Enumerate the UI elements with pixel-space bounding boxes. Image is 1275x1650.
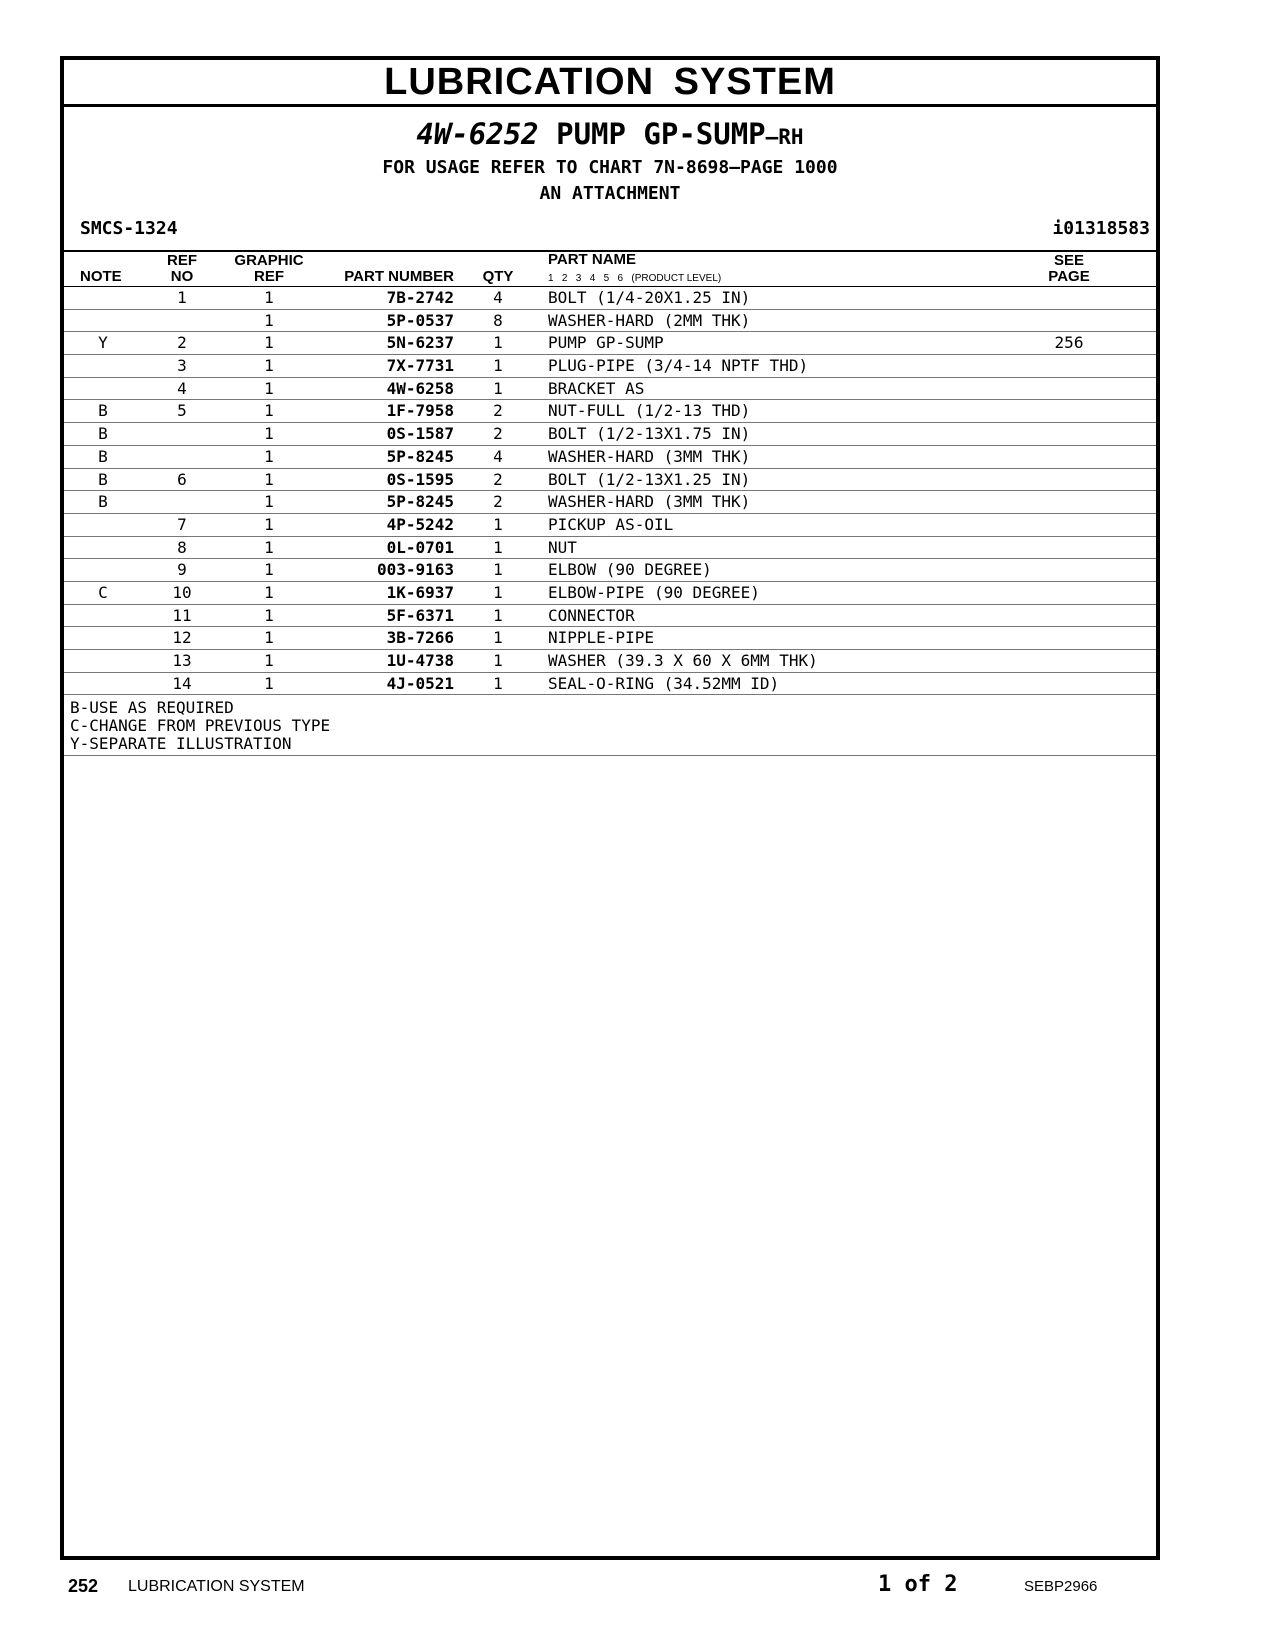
table-row [64, 400, 1156, 423]
row-part-name: SEAL-O-RING (34.52MM ID) [548, 673, 780, 693]
parts-table [64, 287, 1156, 695]
col-part-number: PART NUMBER [344, 268, 454, 285]
row-part-number: 7X-7731 [386, 356, 454, 376]
row-qty: 4 [493, 446, 503, 466]
page-footer [0, 1568, 1275, 1608]
group-heading [64, 117, 1156, 151]
row-graphic-ref: 1 [264, 446, 274, 466]
row-part-number: 3B-7266 [386, 628, 454, 648]
col-note: NOTE [80, 268, 122, 285]
row-qty: 2 [493, 401, 503, 421]
row-part-number: 1K-6937 [386, 582, 454, 602]
col-graphic-top: GRAPHIC [234, 252, 304, 269]
table-row [64, 491, 1156, 514]
title-band [64, 60, 1156, 107]
row-note: B [98, 469, 108, 489]
col-qty: QTY [482, 268, 514, 285]
row-ref-no: 5 [177, 401, 187, 421]
row-part-name: CONNECTOR [548, 605, 635, 625]
row-part-name: BOLT (1/4-20X1.25 IN) [548, 288, 751, 307]
row-part-number: 0S-1595 [386, 469, 454, 489]
row-ref-no: 9 [177, 560, 187, 580]
row-ref-no: 13 [172, 651, 192, 670]
parts-page-frame [60, 56, 1160, 1560]
row-ref-no: 8 [177, 537, 187, 557]
row-ref-no: 14 [172, 673, 192, 693]
row-graphic-ref: 1 [264, 333, 274, 353]
row-part-name: WASHER-HARD (3MM THK) [548, 492, 751, 512]
row-part-name: NUT-FULL (1/2-13 THD) [548, 401, 751, 421]
row-part-number: 4W-6258 [386, 378, 454, 398]
row-part-name: WASHER-HARD (2MM THK) [548, 310, 751, 330]
table-row [64, 582, 1156, 605]
row-part-number: 1U-4738 [386, 651, 454, 670]
row-qty: 1 [493, 605, 503, 625]
row-part-name: BRACKET AS [548, 378, 645, 398]
row-part-number: 003-9163 [376, 560, 454, 580]
table-row [64, 514, 1156, 537]
row-note: B [98, 446, 108, 466]
group-part-name: PUMP GP-SUMP [556, 117, 766, 151]
row-part-name: WASHER-HARD (3MM THK) [548, 446, 751, 466]
row-qty: 1 [493, 333, 503, 353]
note-line: C-CHANGE FROM PREVIOUS TYPE [70, 716, 331, 736]
row-qty: 1 [493, 582, 503, 602]
row-graphic-ref: 1 [264, 628, 274, 648]
col-part-name: PART NAME [548, 251, 637, 268]
smcs-code: SMCS-1324 [80, 218, 178, 239]
row-part-number: 5F-6371 [386, 605, 454, 625]
row-part-name: BOLT (1/2-13X1.75 IN) [548, 424, 751, 444]
row-qty: 1 [493, 356, 503, 376]
group-part-suffix: —RH [765, 125, 804, 149]
table-row [64, 423, 1156, 446]
row-graphic-ref: 1 [264, 469, 274, 489]
attachment-label: AN ATTACHMENT [539, 183, 681, 204]
table-row [64, 355, 1156, 378]
row-part-name: PICKUP AS-OIL [548, 514, 674, 534]
col-graphic-bottom: REF [254, 268, 284, 285]
table-row [64, 287, 1156, 310]
row-graphic-ref: 1 [264, 560, 274, 580]
row-part-name: PLUG-PIPE (3/4-14 NPTF THD) [548, 356, 809, 376]
row-qty: 4 [493, 288, 503, 307]
row-graphic-ref: 1 [264, 356, 274, 376]
table-row [64, 332, 1156, 355]
row-part-number: 0L-0701 [386, 537, 454, 557]
row-part-name: NIPPLE-PIPE [548, 628, 654, 648]
row-note: C [98, 582, 108, 602]
row-ref-no: 4 [177, 378, 187, 398]
row-part-number: 4P-5242 [386, 514, 454, 534]
table-row [64, 310, 1156, 333]
row-note: B [98, 401, 108, 421]
table-header [64, 252, 1156, 287]
table-row [64, 650, 1156, 673]
page-title: LUBRICATION SYSTEM [384, 60, 836, 103]
row-note: B [98, 424, 108, 444]
note-line: B-USE AS REQUIRED [70, 698, 234, 718]
row-part-name: BOLT (1/2-13X1.25 IN) [548, 469, 751, 489]
notes-legend [64, 695, 1156, 756]
row-part-number: 5P-8245 [386, 492, 454, 512]
row-part-number: 0S-1587 [386, 424, 454, 444]
row-part-name: PUMP GP-SUMP [548, 333, 664, 353]
row-ref-no: 6 [177, 469, 187, 489]
row-part-name: NUT [548, 537, 577, 557]
row-part-number: 5P-8245 [386, 446, 454, 466]
col-see-bottom: PAGE [1048, 268, 1090, 285]
row-part-number: 1F-7958 [386, 401, 454, 421]
row-graphic-ref: 1 [264, 673, 274, 693]
row-note: Y [98, 333, 108, 353]
section-name: LUBRICATION SYSTEM [128, 1578, 305, 1595]
document-number: SEBP2966 [1024, 1578, 1098, 1595]
row-ref-no: 11 [172, 605, 192, 625]
row-ref-no: 10 [172, 582, 192, 602]
row-graphic-ref: 1 [264, 310, 274, 330]
row-note: B [98, 492, 108, 512]
row-graphic-ref: 1 [264, 651, 274, 670]
product-levels: 1 2 3 4 5 6 (PRODUCT LEVEL) [548, 273, 722, 284]
row-qty: 1 [493, 514, 503, 534]
row-part-number: 7B-2742 [386, 288, 454, 307]
row-graphic-ref: 1 [264, 424, 274, 444]
col-ref-top: REF [167, 252, 197, 269]
row-part-number: 4J-0521 [386, 673, 454, 693]
row-part-number: 5N-6237 [386, 333, 454, 353]
row-qty: 8 [493, 310, 503, 330]
table-row [64, 559, 1156, 582]
row-qty: 1 [493, 378, 503, 398]
usage-reference: FOR USAGE REFER TO CHART 7N-8698—PAGE 1000 [382, 157, 838, 178]
col-ref-bottom: NO [170, 268, 194, 285]
row-qty: 1 [493, 651, 503, 670]
row-graphic-ref: 1 [264, 582, 274, 602]
row-graphic-ref: 1 [264, 492, 274, 512]
row-ref-no: 12 [172, 628, 192, 648]
page-of: 1 of 2 [878, 1572, 958, 1597]
group-part-number: 4W-6252 [416, 117, 539, 151]
row-qty: 1 [493, 628, 503, 648]
row-graphic-ref: 1 [264, 288, 274, 307]
row-qty: 2 [493, 469, 503, 489]
row-qty: 2 [493, 424, 503, 444]
row-graphic-ref: 1 [264, 605, 274, 625]
row-graphic-ref: 1 [264, 378, 274, 398]
row-part-name: WASHER (39.3 X 60 X 6MM THK) [548, 651, 818, 670]
table-row [64, 627, 1156, 650]
row-ref-no: 7 [177, 514, 187, 534]
row-ref-no: 1 [177, 288, 187, 307]
document-id: i01318583 [1052, 218, 1150, 239]
row-qty: 1 [493, 673, 503, 693]
row-part-name: ELBOW (90 DEGREE) [548, 560, 712, 580]
row-qty: 2 [493, 492, 503, 512]
row-ref-no: 2 [177, 333, 187, 353]
row-qty: 1 [493, 537, 503, 557]
col-see-top: SEE [1053, 252, 1084, 269]
table-row [64, 378, 1156, 401]
table-row [64, 605, 1156, 628]
row-part-number: 5P-0537 [386, 310, 454, 330]
row-part-name: ELBOW-PIPE (90 DEGREE) [548, 582, 760, 602]
smcs-row [64, 218, 1156, 252]
table-row [64, 469, 1156, 492]
row-ref-no: 3 [177, 356, 187, 376]
table-row [64, 673, 1156, 696]
row-see-page: 256 [1054, 333, 1084, 353]
row-qty: 1 [493, 560, 503, 580]
page-number: 252 [68, 1576, 99, 1596]
row-graphic-ref: 1 [264, 537, 274, 557]
row-graphic-ref: 1 [264, 514, 274, 534]
row-graphic-ref: 1 [264, 401, 274, 421]
table-row [64, 446, 1156, 469]
table-row [64, 537, 1156, 560]
note-line: Y-SEPARATE ILLUSTRATION [70, 734, 292, 754]
